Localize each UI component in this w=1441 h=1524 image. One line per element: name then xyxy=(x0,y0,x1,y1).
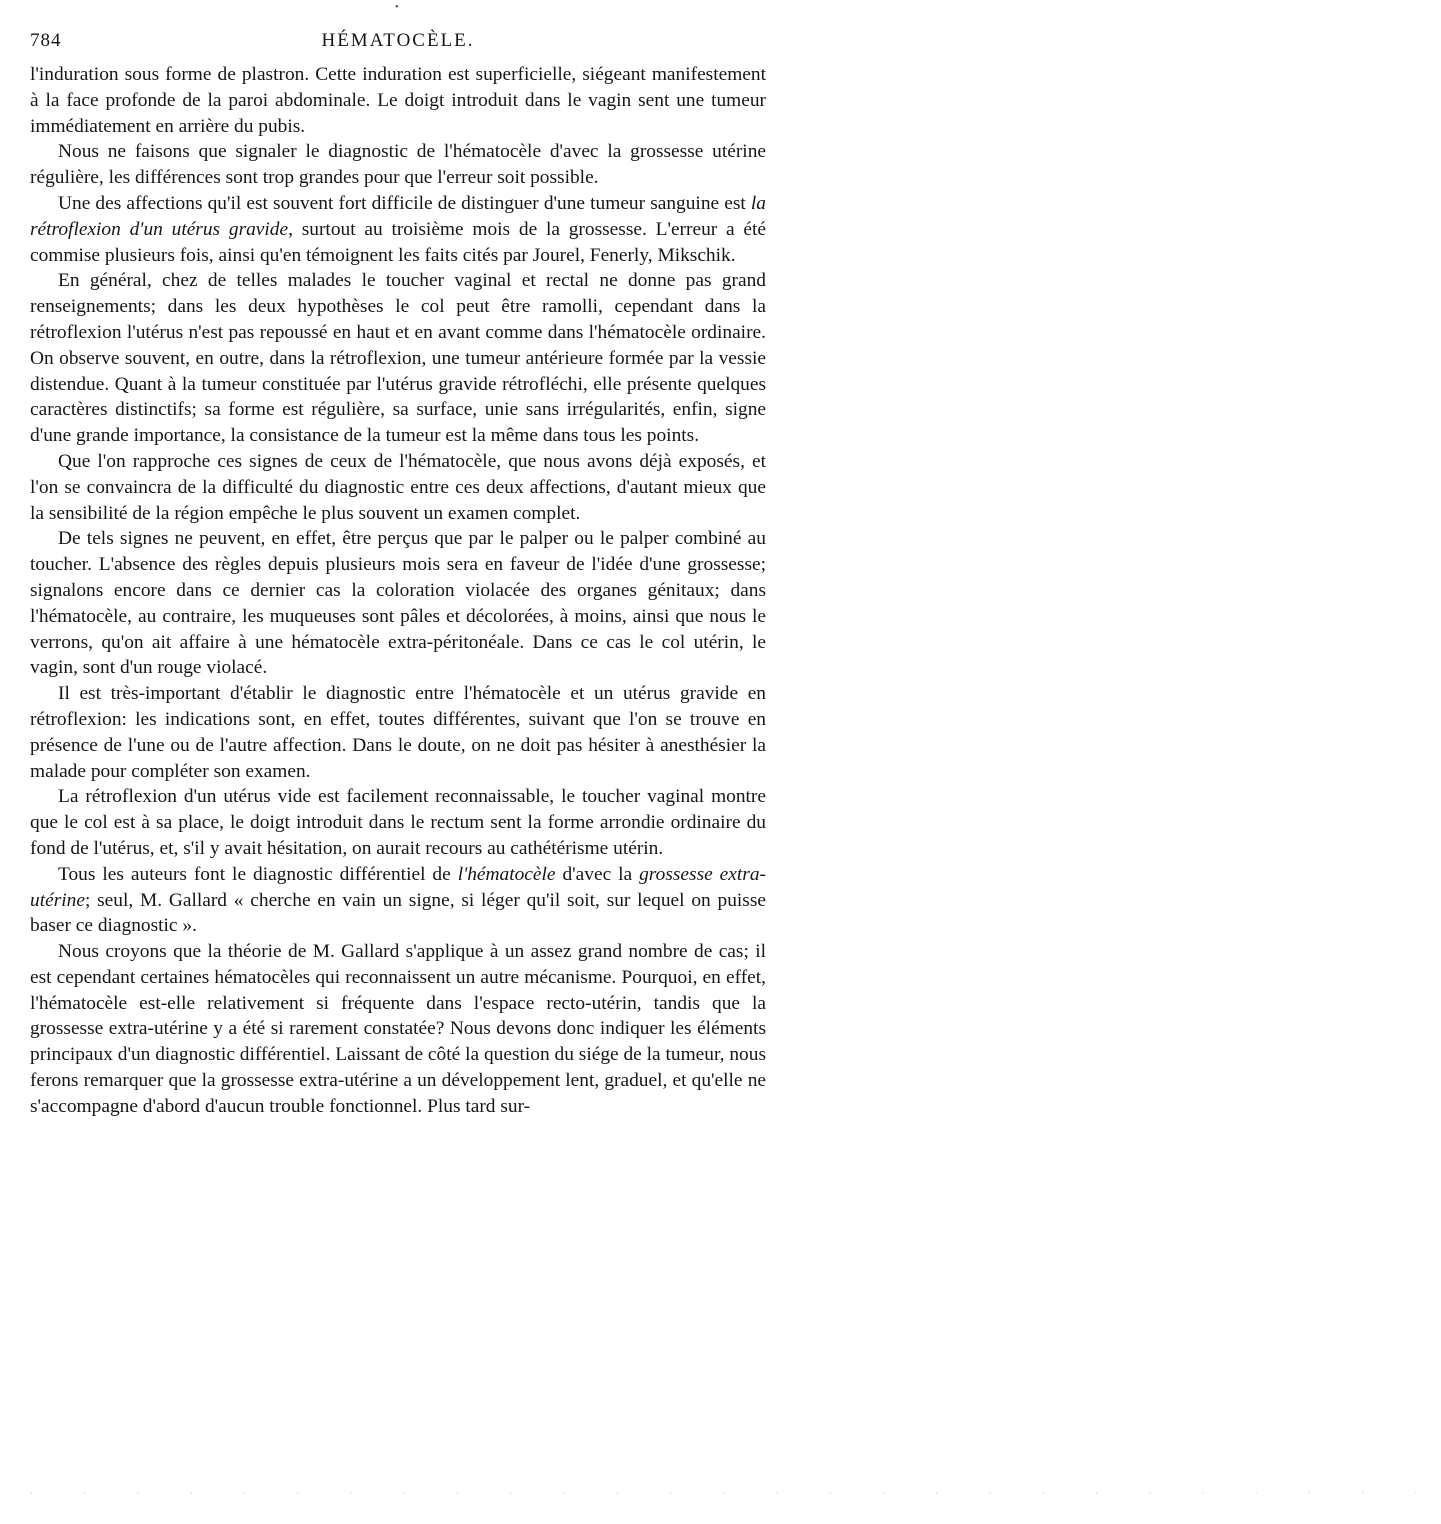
text-run: Nous ne faisons que signaler le diagnostic de l'hématocèle d'avec la grossesse utérine régulière, les différences sont trop grandes pour que l'erreur soit possible. xyxy=(30,141,766,189)
text-run: En général, chez de telles malades le toucher vaginal et rectal ne donne pas grand renseignements; dans les deux hypothèses le col peut être ramolli, cependant dans la rétroflexion l'utérus n'est pas repoussé en haut et en avant comme dans l'hématocèle ordinaire. On observe souvent, en outre, dans la rétroflexion, une tumeur antérieure formée par la vessie distendue. Quant à la tumeur constituée par l'utérus gravide rétrofléchi, elle présente quelques caractères distinctifs; sa forme est régulière, sa surface, unie sans irrégularités, enfin, signe d'une grande importance, la consistance de la tumeur est la même dans tous les points. xyxy=(30,270,766,447)
running-header xyxy=(30,30,766,64)
text-run: , surtout au troisième mois de la grossesse. L'erreur a été commise plusieurs fois, ainsi qu'en témoignent les faits cités par Jourel, Fenerly, Mikschik. xyxy=(30,218,766,266)
text-run: d'avec la xyxy=(555,863,640,885)
text-run: Que l'on rapproche ces signes de ceux de l'hématocèle, que nous avons déjà exposés, et l'on se convaincra de la difficulté du diagnostic entre ces deux affections, d'autant mieux que la sensibilité de la région empêche le plus souvent un examen complet. xyxy=(30,450,766,524)
body-text xyxy=(30,62,766,1120)
text-run: Une des affections qu'il est souvent fort difficile de distinguer d'une tumeur sanguine est xyxy=(58,192,751,214)
paragraph xyxy=(30,862,766,939)
italic-run: grossesse extra-utérine xyxy=(30,863,766,911)
paragraph xyxy=(30,526,766,681)
paragraph xyxy=(30,191,766,268)
paragraph xyxy=(30,939,766,1120)
text-run: ; seul, M. Gallard « cherche en vain un signe, si léger qu'il soit, sur lequel on puisse baser ce diagnostic ». xyxy=(30,889,766,937)
book-page xyxy=(30,0,1441,1524)
scan-noise-footer: · · · · · · · · · · · · · · · · · · · · · · · · · · · xyxy=(30,1488,1441,1498)
text-run: De tels signes ne peuvent, en effet, être perçus que par le palper ou le palper combiné au toucher. L'absence des règles depuis plusieurs mois sera en faveur de l'idée d'une grossesse; signalons encore dans ce dernier cas la coloration violacée des organes génitaux; dans l'hématocèle, au contraire, les muqueuses sont pâles et décolorées, à moins, ainsi que nous le verrons, qu'on ait affaire à une hématocèle extra-péritonéale. Dans ce cas le col utérin, le vagin, sont d'un rouge violacé. xyxy=(30,528,766,679)
paragraph xyxy=(30,268,766,449)
text-run: La rétroflexion d'un utérus vide est facilement reconnaissable, le toucher vaginal montre que le col est à sa place, le doigt introduit dans le rectum sent la forme arrondie ordinaire du fond de l'utérus, et, s'il y avait hésitation, on aurait recours au cathétérisme utérin. xyxy=(30,786,766,859)
text-run: Nous croyons que la théorie de M. Gallard s'applique à un assez grand nombre de cas; il est cependant certaines hématocèles qui reconnaissent un autre mécanisme. Pourquoi, en effet, l'hématocèle est-elle relativement si fréquente dans l'espace recto-utérin, tandis que la grossesse extra-utérine y a été si rarement constatée? Nous devons donc indiquer les éléments principaux d'un diagnostic différentiel. Laissant de côté la question du siége de la tumeur, nous ferons remarquer que la grossesse extra-utérine a un développement lent, graduel, et qu'elle ne s'accompagne d'abord d'aucun trouble fonctionnel. Plus tard sur- xyxy=(30,941,766,1117)
italic-run: la rétroflexion d'un utérus gravide xyxy=(30,192,766,240)
text-run: Tous les auteurs font le diagnostic différentiel de xyxy=(58,863,458,885)
paragraph xyxy=(30,784,766,861)
text-run: Il est très-important d'établir le diagnostic entre l'hématocèle et un utérus gravide en rétroflexion: les indications sont, en effet, toutes différentes, suivant que l'on se trouve en présence de l'une ou de l'autre affection. Dans le doute, on ne doit pas hésiter à anesthésier la malade pour compléter son examen. xyxy=(30,683,766,782)
text-run: l'induration sous forme de plastron. Cette induration est superficielle, siégeant manifestement à la face profonde de la paroi abdominale. Le doigt introduit dans le vagin sent une tumeur immédiatement en arrière du pubis. xyxy=(30,64,766,137)
paragraph xyxy=(30,449,766,526)
print-speck: • xyxy=(395,2,399,13)
paragraph xyxy=(30,139,766,191)
paragraph xyxy=(30,62,766,139)
running-title: HÉMATOCÈLE. xyxy=(321,30,475,51)
italic-run: l'hématocèle xyxy=(457,863,556,885)
page-number: 784 xyxy=(30,30,62,51)
paragraph xyxy=(30,681,766,784)
